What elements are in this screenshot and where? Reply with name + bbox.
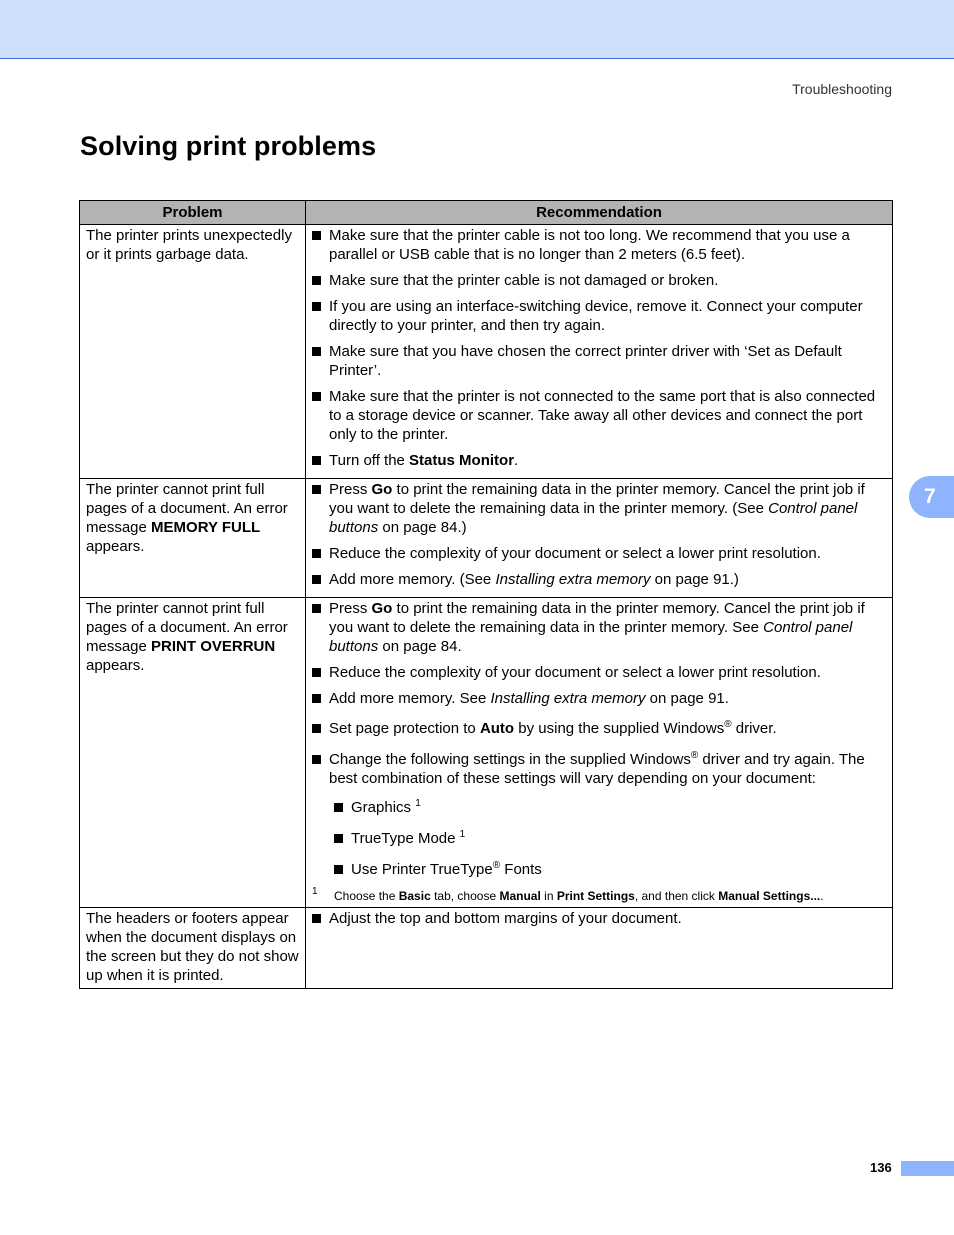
item-text: If you are using an interface-switching device, remove it. Connect your computer directly to your printer, and then try again. <box>329 298 863 334</box>
top-band <box>0 0 954 59</box>
chapter-number: 7 <box>924 485 936 508</box>
list-item <box>312 226 887 264</box>
problem-cell: The printer prints unexpectedly or it prints garbage data. <box>80 225 306 479</box>
table-row <box>80 598 893 908</box>
item-text: Reduce the complexity of your document or select a lower print resolution. <box>329 545 821 562</box>
square-bullet-icon <box>312 914 321 923</box>
item-text: Make sure that you have chosen the correct printer driver with ‘Set as Default Printer’. <box>329 343 842 379</box>
list-item <box>312 342 887 380</box>
square-bullet-icon <box>334 834 343 843</box>
square-bullet-icon <box>312 456 321 465</box>
square-bullet-icon <box>312 231 321 240</box>
item-text: Add more memory. (See Installing extra memory on page 91.) <box>329 571 739 588</box>
error-message: PRINT OVERRUN <box>151 638 276 655</box>
list-item <box>312 297 887 335</box>
table-row <box>80 908 893 989</box>
cross-reference-link[interactable]: Installing extra memory <box>490 690 646 707</box>
list-item <box>312 750 887 788</box>
list-item <box>312 570 887 589</box>
list-item <box>312 544 887 563</box>
item-text: Graphics $^1$ <box>351 798 421 816</box>
square-bullet-icon <box>334 803 343 812</box>
item-text: Change the following settings in the supplied Windows® driver and try again. The best combination of these settings will vary depending on your document: <box>329 750 865 787</box>
square-bullet-icon <box>312 668 321 677</box>
square-bullet-icon <box>312 604 321 613</box>
running-head: Troubleshooting <box>792 81 892 97</box>
square-bullet-icon <box>312 347 321 356</box>
recommendation-cell <box>306 908 893 989</box>
status-monitor-term: Status Monitor <box>409 452 515 469</box>
item-text: Turn off the Status Monitor. <box>329 452 519 469</box>
problem-cell: The printer cannot print full pages of a document. An error message PRINT OVERRUN appears. <box>80 598 306 908</box>
recommendation-cell <box>306 225 893 479</box>
recommendation-cell <box>306 598 893 908</box>
list-item <box>312 663 887 682</box>
square-bullet-icon <box>312 755 321 764</box>
column-header-problem: Problem <box>80 201 306 225</box>
item-text: TrueType Mode $^1$ <box>351 829 466 847</box>
list-item <box>312 271 887 290</box>
item-text: Make sure that the printer is not connected to the same port that is also connected to a storage device or scanner. Take away all other devices and connect the port only to the printer. <box>329 388 876 443</box>
cross-reference-link[interactable]: Control panel buttons <box>329 619 853 655</box>
item-text: Set page protection to Auto by using the supplied Windows® driver. <box>329 719 777 737</box>
chapter-tab[interactable] <box>909 476 954 518</box>
footnote <box>312 886 887 903</box>
cross-reference-link[interactable]: Installing extra memory <box>495 571 651 588</box>
square-bullet-icon <box>312 549 321 558</box>
problem-cell: The headers or footers appear when the document displays on the screen but they do not show up when it is printed. <box>80 908 306 989</box>
item-text: Press Go to print the remaining data in the printer memory. Cancel the print job if you want to delete the remaining data in the printer memory. (See Control panel buttons on page 84.) <box>329 481 865 536</box>
sub-list-item <box>312 829 887 848</box>
table-header-row <box>80 201 893 225</box>
troubleshooting-table <box>79 200 893 989</box>
list-item <box>312 451 887 470</box>
item-text: Make sure that the printer cable is not too long. We recommend that you use a parallel or USB cable that is no longer than 2 meters (6.5 feet). <box>329 227 850 263</box>
error-message: MEMORY FULL <box>151 519 261 536</box>
footnote-ref[interactable]: 1 <box>415 798 421 809</box>
square-bullet-icon <box>312 302 321 311</box>
square-bullet-icon <box>334 865 343 874</box>
list-item <box>312 719 887 738</box>
page-number-bar <box>901 1161 954 1176</box>
square-bullet-icon <box>312 276 321 285</box>
list-item <box>312 689 887 708</box>
table-row <box>80 479 893 598</box>
sub-list-item <box>312 860 887 879</box>
square-bullet-icon <box>312 724 321 733</box>
item-text: Press Go to print the remaining data in the printer memory. Cancel the print job if you want to delete the remaining data in the printer memory. See Control panel buttons on page 84. <box>329 600 865 655</box>
item-text: Add more memory. See Installing extra memory on page 91. <box>329 690 729 707</box>
page-number: 136 <box>870 1160 892 1175</box>
table-row <box>80 225 893 479</box>
footnote-ref[interactable]: 1 <box>459 829 466 840</box>
item-text: Adjust the top and bottom margins of your document. <box>329 910 682 927</box>
recommendation-cell <box>306 479 893 598</box>
sub-list-item <box>312 798 887 817</box>
list-item <box>312 599 887 656</box>
square-bullet-icon <box>312 392 321 401</box>
square-bullet-icon <box>312 575 321 584</box>
column-header-recommendation: Recommendation <box>306 201 893 225</box>
list-item <box>312 909 887 928</box>
square-bullet-icon <box>312 485 321 494</box>
list-item <box>312 480 887 537</box>
page-title: Solving print problems <box>80 131 377 161</box>
item-text: Make sure that the printer cable is not damaged or broken. <box>329 272 719 289</box>
list-item <box>312 387 887 444</box>
footnote-mark: 1 <box>312 886 318 897</box>
square-bullet-icon <box>312 694 321 703</box>
cross-reference-link[interactable]: Control panel buttons <box>329 500 858 536</box>
footnote-text: Choose the Basic tab, choose Manual in Print Settings, and then click Manual Settings.... <box>334 889 824 903</box>
item-text: Use Printer TrueType® Fonts <box>351 860 542 878</box>
item-text: Reduce the complexity of your document or select a lower print resolution. <box>329 664 821 681</box>
problem-cell: The printer cannot print full pages of a document. An error message MEMORY FULL appears. <box>80 479 306 598</box>
